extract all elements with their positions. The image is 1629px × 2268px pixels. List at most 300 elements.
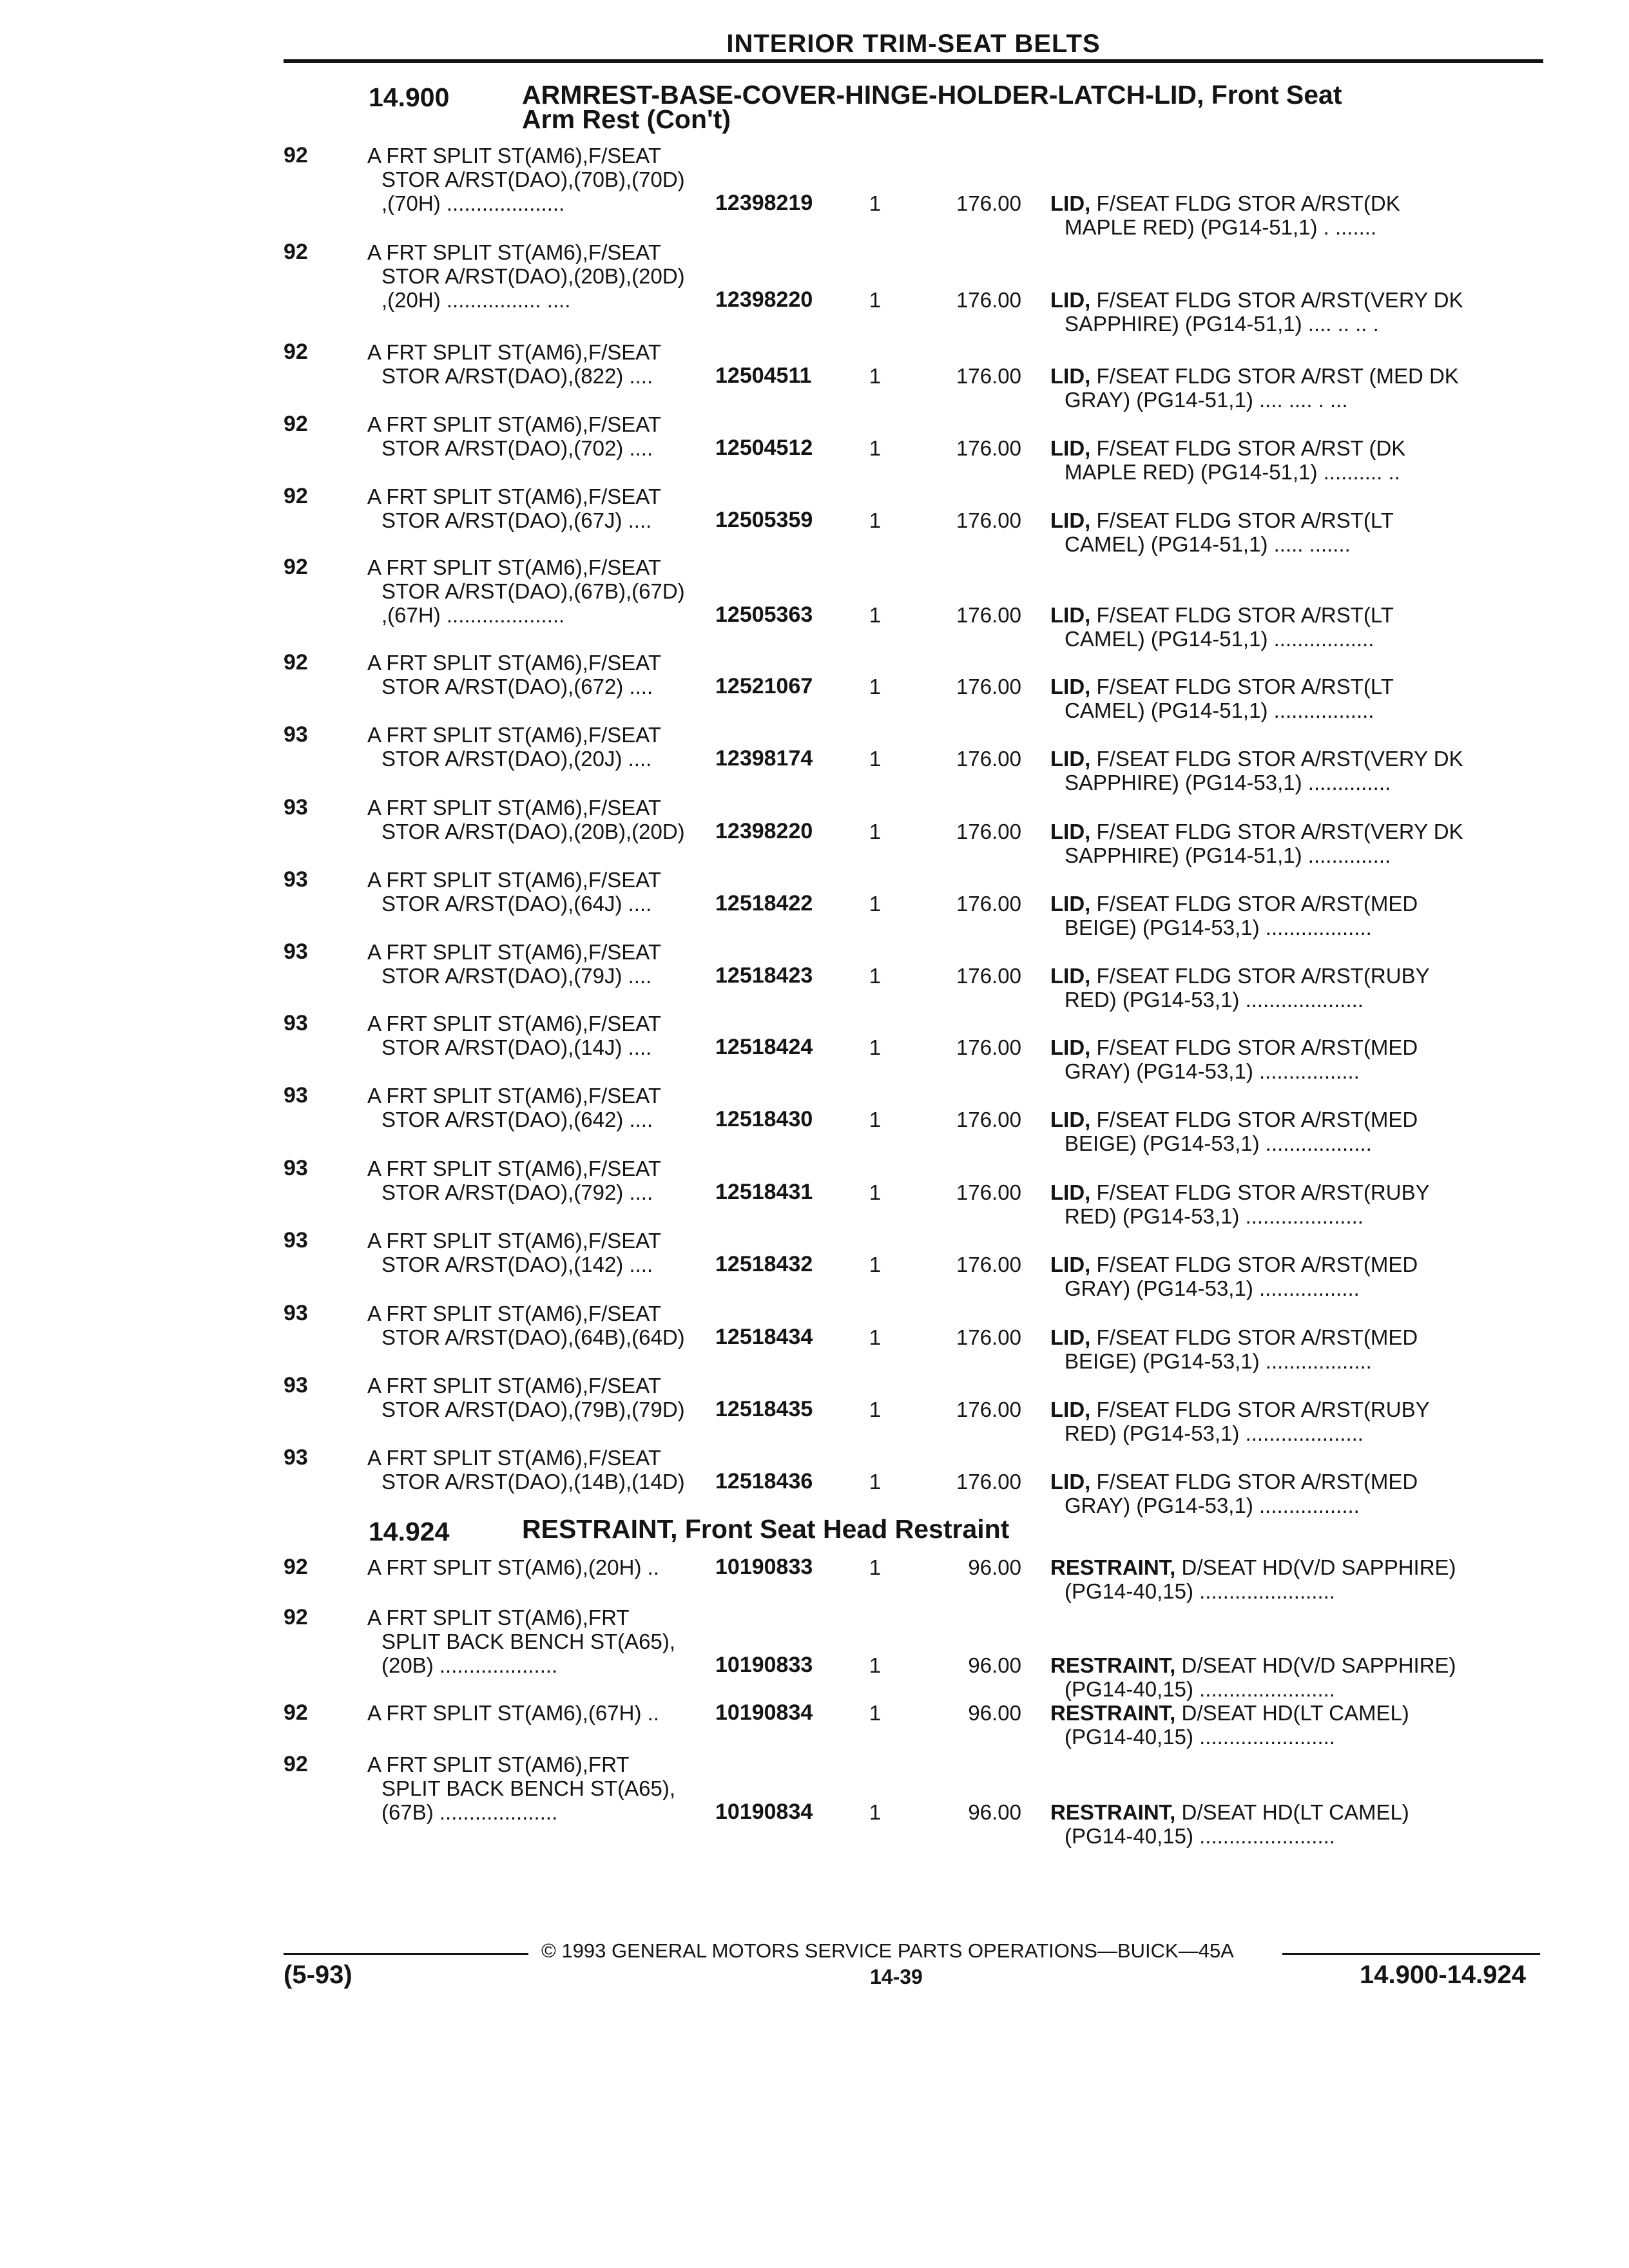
part-description-line: BEIGE) (PG14-53,1) .................. (1065, 1131, 1372, 1155)
part-description-line: GRAY) (PG14-53,1) ................. (1065, 1494, 1360, 1517)
body-code: 93 (284, 722, 308, 747)
parts-row (0, 723, 1629, 795)
description-line: A FRT SPLIT ST(AM6),F/SEAT (367, 1157, 661, 1180)
application-description (367, 1753, 728, 1824)
quantity: 1 (869, 1325, 882, 1349)
part-name: LID, (1050, 191, 1091, 215)
part-description (1050, 1180, 1527, 1228)
price: 96.00 (968, 1653, 1021, 1677)
part-description-line (1050, 364, 1527, 388)
page-number: 14-39 (870, 1965, 923, 1988)
price: 176.00 (956, 675, 1021, 698)
part-name: LID, (1050, 747, 1091, 771)
part-description-line: RED) (PG14-53,1) .................... (1065, 988, 1364, 1012)
part-name: LID, (1050, 1253, 1091, 1276)
application-description (367, 868, 728, 916)
quantity: 1 (869, 1108, 882, 1131)
quantity: 1 (869, 820, 882, 843)
section-title (522, 1514, 1010, 1544)
description-line: A FRT SPLIT ST(AM6),FRT (367, 1753, 630, 1776)
page-running-head: INTERIOR TRIM-SEAT BELTS (726, 30, 1101, 58)
description-line: A FRT SPLIT ST(AM6),F/SEAT (367, 1302, 661, 1325)
part-name: LID, (1050, 288, 1091, 312)
part-name: LID, (1050, 892, 1091, 916)
part-description-text: D/SEAT HD(V/D SAPPHIRE) (1181, 1653, 1456, 1677)
section-title-line: RESTRAINT, Front Seat Head Restraint (522, 1514, 1010, 1544)
part-name: RESTRAINT, (1050, 1555, 1176, 1579)
quantity: 1 (869, 364, 882, 388)
description-line: A FRT SPLIT ST(AM6),F/SEAT (367, 555, 661, 579)
part-number: 12518435 (715, 1397, 813, 1421)
part-description-text: F/SEAT FLDG STOR A/RST(LT (1096, 603, 1394, 627)
part-number: 10190834 (715, 1700, 813, 1725)
part-description-line: GRAY) (PG14-53,1) ................. (1065, 1276, 1360, 1300)
application-description (367, 796, 728, 843)
price: 176.00 (956, 1253, 1021, 1276)
header-rule (284, 59, 1543, 63)
quantity: 1 (869, 1398, 882, 1421)
parts-row (0, 1374, 1629, 1446)
body-code: 92 (284, 412, 308, 436)
part-number: 10190833 (715, 1555, 813, 1579)
part-description-text: F/SEAT FLDG STOR A/RST(MED (1096, 1470, 1418, 1494)
part-description-line: SAPPHIRE) (PG14-51,1) .... .. .. . (1065, 312, 1379, 336)
parts-row (0, 868, 1629, 940)
application-description (367, 1157, 728, 1204)
price: 176.00 (956, 747, 1021, 771)
part-description-line (1050, 1180, 1527, 1204)
part-name: LID, (1050, 364, 1091, 388)
part-description-line: (PG14-40,15) ....................... (1065, 1677, 1335, 1701)
part-description-text: F/SEAT FLDG STOR A/RST(VERY DK (1096, 288, 1463, 312)
description-line: A FRT SPLIT ST(AM6),F/SEAT (367, 412, 661, 436)
quantity: 1 (869, 603, 882, 627)
application-description (367, 1302, 728, 1349)
part-description-text: F/SEAT FLDG STOR A/RST(RUBY (1096, 964, 1430, 988)
part-description-line: RED) (PG14-53,1) .................... (1065, 1421, 1364, 1445)
parts-row (0, 1229, 1629, 1301)
description-line: STOR A/RST(DAO),(67B),(67D) (381, 579, 685, 603)
part-description (1050, 892, 1527, 939)
part-description-line: BEIGE) (PG14-53,1) .................. (1065, 1349, 1372, 1373)
part-name: RESTRAINT, (1050, 1653, 1176, 1677)
description-line: A FRT SPLIT ST(AM6),F/SEAT (367, 340, 661, 364)
parts-row (0, 1302, 1629, 1374)
description-line: (67B) .................... (381, 1800, 558, 1824)
parts-row (0, 340, 1629, 412)
price: 176.00 (956, 508, 1021, 532)
price: 176.00 (956, 1398, 1021, 1421)
part-description (1050, 1800, 1527, 1848)
price: 176.00 (956, 1108, 1021, 1131)
body-code: 93 (284, 1228, 308, 1253)
price: 176.00 (956, 603, 1021, 627)
part-description-line: GRAY) (PG14-51,1) .... .... . ... (1065, 388, 1348, 412)
quantity: 1 (869, 675, 882, 698)
description-line: STOR A/RST(DAO),(20J) .... (381, 747, 652, 771)
body-code: 93 (284, 1301, 308, 1325)
part-description (1050, 1470, 1527, 1517)
part-description-text: F/SEAT FLDG STOR A/RST(MED (1096, 1325, 1418, 1349)
application-description (367, 1606, 728, 1677)
application-description (367, 1446, 728, 1494)
body-code: 93 (284, 795, 308, 820)
quantity: 1 (869, 1800, 882, 1824)
part-name: LID, (1050, 1398, 1091, 1421)
quantity: 1 (869, 1035, 882, 1059)
body-code: 93 (284, 1011, 308, 1035)
part-description (1050, 820, 1527, 867)
description-line: STOR A/RST(DAO),(79J) .... (381, 964, 652, 988)
body-code: 92 (284, 240, 308, 264)
application-description (367, 651, 728, 698)
quantity: 1 (869, 892, 882, 916)
part-number: 12518434 (715, 1325, 813, 1349)
price: 176.00 (956, 1035, 1021, 1059)
part-description-line (1050, 675, 1527, 698)
part-name: LID, (1050, 1470, 1091, 1494)
part-description-text: F/SEAT FLDG STOR A/RST(MED (1096, 1253, 1418, 1276)
description-line: STOR A/RST(DAO),(822) .... (381, 364, 653, 388)
part-description (1050, 436, 1527, 484)
part-description-text: F/SEAT FLDG STOR A/RST(VERY DK (1096, 820, 1463, 843)
section-title-line: Arm Rest (Con't) (522, 104, 731, 134)
part-description-text: F/SEAT FLDG STOR A/RST(RUBY (1096, 1180, 1430, 1204)
part-description-text: F/SEAT FLDG STOR A/RST(VERY DK (1096, 747, 1463, 771)
footer-rule (284, 1953, 528, 1955)
part-name: LID, (1050, 1035, 1091, 1059)
description-line: A FRT SPLIT ST(AM6),(67H) .. (367, 1701, 659, 1725)
description-line: A FRT SPLIT ST(AM6),F/SEAT (367, 1374, 661, 1398)
part-description-line: BEIGE) (PG14-53,1) .................. (1065, 916, 1372, 939)
description-line: A FRT SPLIT ST(AM6),F/SEAT (367, 723, 661, 747)
price: 96.00 (968, 1800, 1021, 1824)
description-line: SPLIT BACK BENCH ST(A65), (381, 1776, 676, 1800)
body-code: 92 (284, 1700, 308, 1725)
application-description (367, 1012, 728, 1059)
parts-row (0, 940, 1629, 1012)
parts-row (0, 1446, 1629, 1518)
description-line: ,(67H) .................... (381, 603, 565, 627)
part-description (1050, 191, 1527, 239)
price: 176.00 (956, 191, 1021, 215)
description-line: (20B) .................... (381, 1653, 558, 1677)
part-number: 12504511 (715, 363, 812, 388)
description-line: STOR A/RST(DAO),(14J) .... (381, 1035, 652, 1059)
price: 176.00 (956, 1325, 1021, 1349)
part-description-line: GRAY) (PG14-53,1) ................. (1065, 1059, 1360, 1083)
part-number: 12518424 (715, 1035, 813, 1059)
part-description-line (1050, 964, 1527, 988)
part-description (1050, 1253, 1527, 1300)
description-line: ,(70H) .................... (381, 191, 565, 215)
body-code: 92 (284, 650, 308, 675)
application-description (367, 144, 728, 215)
part-description-line: (PG14-40,15) ....................... (1065, 1725, 1335, 1749)
application-description (367, 412, 728, 460)
description-line: A FRT SPLIT ST(AM6),FRT (367, 1606, 630, 1629)
application-description (367, 485, 728, 532)
part-description-line (1050, 1555, 1527, 1579)
quantity: 1 (869, 1701, 882, 1725)
part-description-line: MAPLE RED) (PG14-51,1) . ....... (1065, 215, 1377, 239)
parts-row (0, 1605, 1629, 1701)
quantity: 1 (869, 191, 882, 215)
body-code: 93 (284, 1156, 308, 1180)
part-description-line (1050, 1470, 1527, 1494)
application-description (367, 940, 728, 988)
price: 176.00 (956, 364, 1021, 388)
part-description-line (1050, 1800, 1527, 1824)
price: 176.00 (956, 288, 1021, 312)
section-range: 14.900-14.924 (1359, 1961, 1526, 1989)
body-code: 92 (284, 340, 308, 364)
description-line: A FRT SPLIT ST(AM6),(20H) .. (367, 1555, 659, 1579)
part-description-line (1050, 436, 1527, 460)
parts-row (0, 1157, 1629, 1229)
part-description-line: (PG14-40,15) ....................... (1065, 1579, 1335, 1603)
part-description (1050, 1325, 1527, 1373)
part-description-text: F/SEAT FLDG STOR A/RST(MED (1096, 1035, 1418, 1059)
part-name: RESTRAINT, (1050, 1800, 1176, 1824)
part-number: 12518432 (715, 1252, 813, 1276)
part-number: 12398220 (715, 819, 813, 843)
part-description-line (1050, 1325, 1527, 1349)
price: 176.00 (956, 892, 1021, 916)
part-description (1050, 288, 1527, 336)
part-description-line (1050, 1653, 1527, 1677)
part-description-text: F/SEAT FLDG STOR A/RST(DK (1096, 191, 1400, 215)
part-description (1050, 1701, 1527, 1749)
part-number: 10190834 (715, 1800, 813, 1824)
part-name: LID, (1050, 964, 1091, 988)
body-code: 92 (284, 143, 308, 168)
parts-row (0, 412, 1629, 485)
section-title (522, 80, 1342, 134)
application-description (367, 1701, 728, 1725)
price: 176.00 (956, 1470, 1021, 1494)
description-line: STOR A/RST(DAO),(20B),(20D) (381, 820, 685, 843)
quantity: 1 (869, 436, 882, 460)
application-description (367, 340, 728, 388)
part-name: LID, (1050, 820, 1091, 843)
description-line: A FRT SPLIT ST(AM6),F/SEAT (367, 651, 661, 675)
part-description-line (1050, 1701, 1527, 1725)
application-description (367, 555, 728, 627)
description-line: A FRT SPLIT ST(AM6),F/SEAT (367, 144, 661, 168)
description-line: A FRT SPLIT ST(AM6),F/SEAT (367, 240, 661, 264)
part-description-line (1050, 1108, 1527, 1131)
body-code: 92 (284, 1752, 308, 1776)
part-description-text: D/SEAT HD(LT CAMEL) (1181, 1701, 1409, 1725)
description-line: A FRT SPLIT ST(AM6),F/SEAT (367, 485, 661, 508)
price: 96.00 (968, 1555, 1021, 1579)
part-number: 12398174 (715, 746, 813, 771)
price: 176.00 (956, 964, 1021, 988)
quantity: 1 (869, 1470, 882, 1494)
description-line: STOR A/RST(DAO),(64J) .... (381, 892, 652, 916)
part-description (1050, 1398, 1527, 1445)
description-line: STOR A/RST(DAO),(702) .... (381, 436, 653, 460)
part-description-text: F/SEAT FLDG STOR A/RST (MED DK (1096, 364, 1459, 388)
body-code: 92 (284, 484, 308, 508)
part-number: 12518431 (715, 1180, 813, 1204)
part-number: 12518430 (715, 1107, 813, 1131)
body-code: 92 (284, 1605, 308, 1629)
quantity: 1 (869, 1555, 882, 1579)
price: 176.00 (956, 820, 1021, 843)
part-number: 12398220 (715, 287, 813, 312)
parts-row (0, 240, 1629, 336)
part-description-line (1050, 1253, 1527, 1276)
part-name: RESTRAINT, (1050, 1701, 1176, 1725)
price: 176.00 (956, 1180, 1021, 1204)
parts-row (0, 651, 1629, 723)
parts-row (0, 1012, 1629, 1084)
quantity: 1 (869, 747, 882, 771)
body-code: 93 (284, 1445, 308, 1470)
part-description-line: SAPPHIRE) (PG14-53,1) .............. (1065, 771, 1391, 794)
parts-row (0, 1084, 1629, 1156)
parts-row (0, 485, 1629, 557)
part-description-line: CAMEL) (PG14-51,1) ..... ....... (1065, 532, 1351, 556)
part-name: LID, (1050, 1180, 1091, 1204)
application-description (367, 1555, 728, 1579)
parts-row (0, 555, 1629, 651)
part-number: 12504512 (715, 436, 813, 460)
part-description-text: F/SEAT FLDG STOR A/RST(MED (1096, 892, 1418, 916)
part-description-line (1050, 288, 1527, 312)
description-line: A FRT SPLIT ST(AM6),F/SEAT (367, 940, 661, 964)
description-line: STOR A/RST(DAO),(79B),(79D) (381, 1398, 685, 1421)
description-line: A FRT SPLIT ST(AM6),F/SEAT (367, 1229, 661, 1253)
description-line: A FRT SPLIT ST(AM6),F/SEAT (367, 796, 661, 820)
parts-row (0, 143, 1629, 239)
body-code: 93 (284, 1083, 308, 1108)
part-description (1050, 675, 1527, 722)
part-description (1050, 1035, 1527, 1083)
part-description-text: D/SEAT HD(LT CAMEL) (1181, 1800, 1409, 1824)
part-description (1050, 1555, 1527, 1603)
part-description-text: F/SEAT FLDG STOR A/RST(RUBY (1096, 1398, 1430, 1421)
body-code: 93 (284, 939, 308, 964)
application-description (367, 240, 728, 312)
part-description-line (1050, 603, 1527, 627)
body-code: 92 (284, 1555, 308, 1579)
part-description-line: (PG14-40,15) ....................... (1065, 1824, 1335, 1848)
part-description-text: F/SEAT FLDG STOR A/RST(LT (1096, 508, 1394, 532)
description-line: SPLIT BACK BENCH ST(A65), (381, 1629, 676, 1653)
part-number: 12518422 (715, 891, 813, 916)
description-line: ,(20H) ................ .... (381, 288, 571, 312)
part-description-text: F/SEAT FLDG STOR A/RST (DK (1096, 436, 1406, 460)
part-description-line: MAPLE RED) (PG14-51,1) .......... .. (1065, 460, 1400, 484)
revision-date: (5-93) (284, 1961, 352, 1989)
copyright-notice: © 1993 GENERAL MOTORS SERVICE PARTS OPERATIONS—BUICK—45A (541, 1939, 1234, 1962)
part-number: 12518423 (715, 963, 813, 988)
part-name: LID, (1050, 508, 1091, 532)
part-description-text: F/SEAT FLDG STOR A/RST(MED (1096, 1108, 1418, 1131)
section-title-line: ARMREST-BASE-COVER-HINGE-HOLDER-LATCH-LID, Front Seat (522, 80, 1342, 110)
description-line: STOR A/RST(DAO),(70B),(70D) (381, 168, 685, 191)
application-description (367, 723, 728, 771)
description-line: STOR A/RST(DAO),(672) .... (381, 675, 653, 698)
description-line: STOR A/RST(DAO),(642) .... (381, 1108, 653, 1131)
part-number: 12505363 (715, 602, 813, 627)
part-number: 10190833 (715, 1653, 813, 1677)
parts-row (0, 796, 1629, 868)
part-description-line: CAMEL) (PG14-51,1) ................. (1065, 698, 1374, 722)
section-number: 14.900 (369, 82, 450, 112)
quantity: 1 (869, 508, 882, 532)
description-line: A FRT SPLIT ST(AM6),F/SEAT (367, 868, 661, 892)
part-name: LID, (1050, 675, 1091, 698)
part-number: 12518436 (715, 1469, 813, 1494)
description-line: STOR A/RST(DAO),(20B),(20D) (381, 264, 685, 288)
part-description (1050, 1653, 1527, 1701)
part-description-line (1050, 820, 1527, 843)
part-description-line: CAMEL) (PG14-51,1) ................. (1065, 627, 1374, 651)
part-name: LID, (1050, 603, 1091, 627)
part-description-line: RED) (PG14-53,1) .................... (1065, 1204, 1364, 1228)
description-line: STOR A/RST(DAO),(14B),(14D) (381, 1470, 685, 1494)
price: 96.00 (968, 1701, 1021, 1725)
part-number: 12505359 (715, 508, 813, 532)
quantity: 1 (869, 964, 882, 988)
quantity: 1 (869, 1653, 882, 1677)
part-name: LID, (1050, 436, 1091, 460)
part-description-line (1050, 508, 1527, 532)
part-name: LID, (1050, 1325, 1091, 1349)
part-description-line (1050, 191, 1527, 215)
part-description (1050, 508, 1527, 556)
parts-row (0, 1752, 1629, 1848)
part-description-text: F/SEAT FLDG STOR A/RST(LT (1096, 675, 1394, 698)
part-number: 12521067 (715, 674, 813, 698)
part-description (1050, 747, 1527, 794)
part-description (1050, 964, 1527, 1012)
description-line: A FRT SPLIT ST(AM6),F/SEAT (367, 1084, 661, 1108)
body-code: 92 (284, 555, 308, 579)
application-description (367, 1229, 728, 1276)
part-description-line: SAPPHIRE) (PG14-51,1) .............. (1065, 843, 1391, 867)
description-line: A FRT SPLIT ST(AM6),F/SEAT (367, 1012, 661, 1035)
part-description-line (1050, 1035, 1527, 1059)
part-description (1050, 364, 1527, 412)
quantity: 1 (869, 288, 882, 312)
part-description-line (1050, 892, 1527, 916)
part-name: LID, (1050, 1108, 1091, 1131)
part-description-text: D/SEAT HD(V/D SAPPHIRE) (1181, 1555, 1456, 1579)
description-line: STOR A/RST(DAO),(64B),(64D) (381, 1325, 685, 1349)
part-description-line (1050, 1398, 1527, 1421)
part-description (1050, 603, 1527, 651)
part-number: 12398219 (715, 191, 813, 215)
footer-rule (1282, 1953, 1540, 1955)
description-line: A FRT SPLIT ST(AM6),F/SEAT (367, 1446, 661, 1470)
part-description (1050, 1108, 1527, 1155)
price: 176.00 (956, 436, 1021, 460)
quantity: 1 (869, 1253, 882, 1276)
body-code: 93 (284, 867, 308, 892)
description-line: STOR A/RST(DAO),(142) .... (381, 1253, 653, 1276)
quantity: 1 (869, 1180, 882, 1204)
description-line: STOR A/RST(DAO),(67J) .... (381, 508, 652, 532)
body-code: 93 (284, 1373, 308, 1398)
application-description (367, 1084, 728, 1131)
part-description-line (1050, 747, 1527, 771)
application-description (367, 1374, 728, 1421)
